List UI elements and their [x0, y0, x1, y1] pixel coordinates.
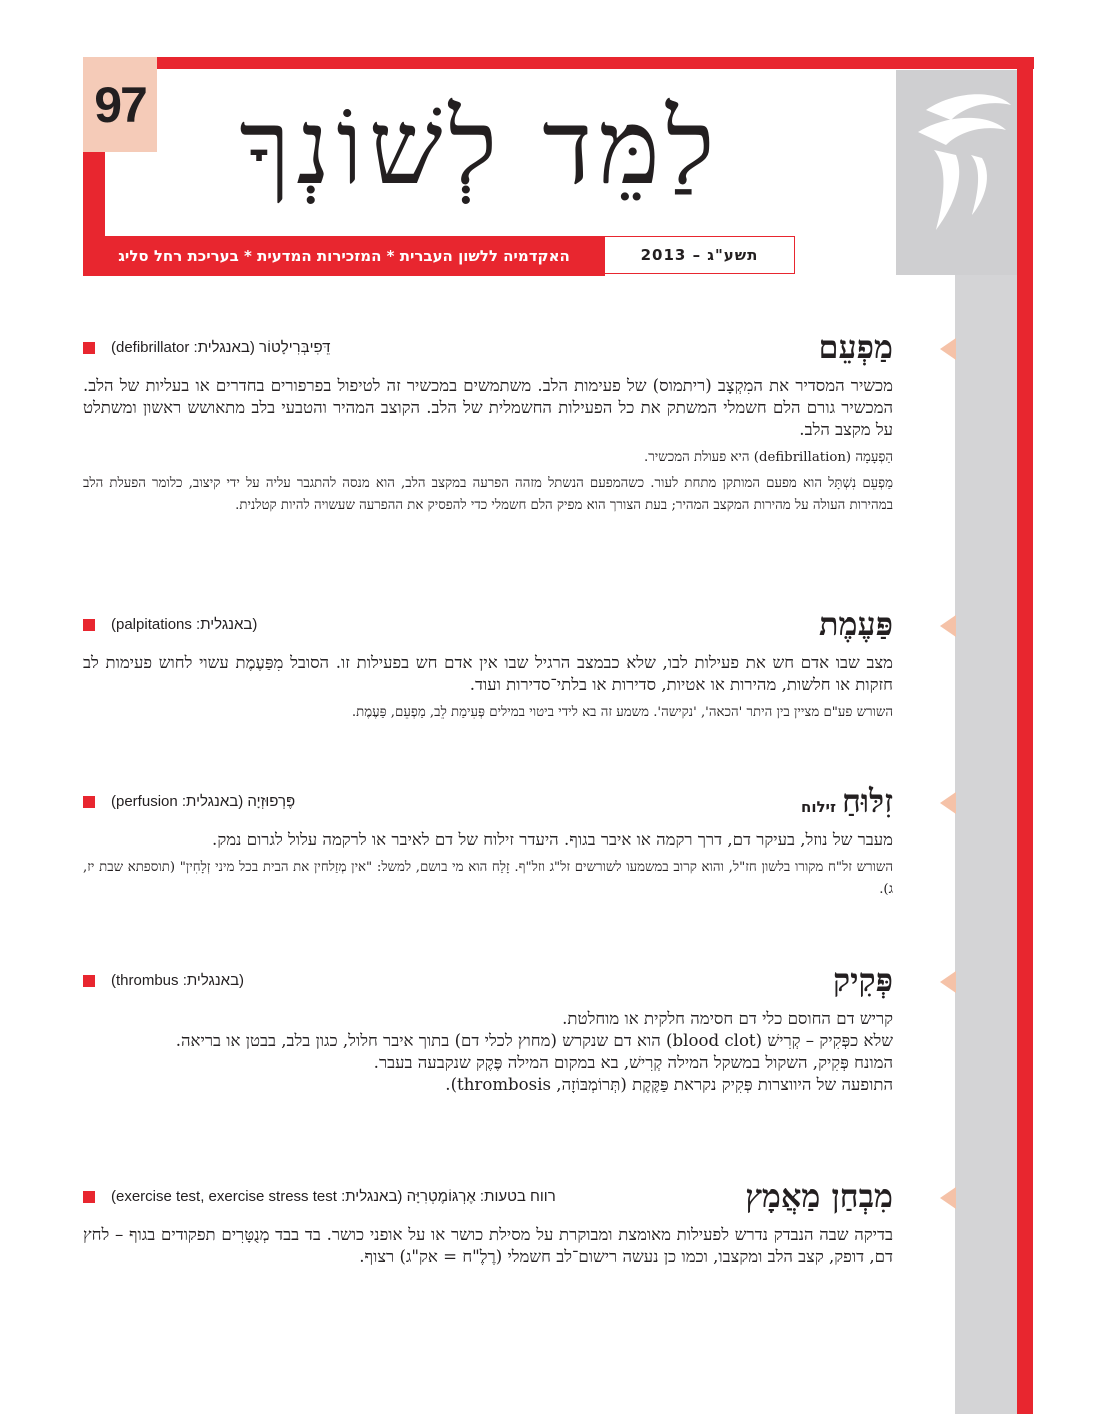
- entry-definition: מעבר של נוזל, בעיקר דם, דרך רקמה או איבר בגוף. היעדר זילוח של דם לאיבר או לרקמה עלול לגרום נמק.: [212, 830, 893, 849]
- entry-english: רווח בטעות: אֶרְגּוֹמֶטְרִיָּה (באנגלית: exercise test, exercise stress test): [111, 1188, 556, 1205]
- entry-term: פְּקִיק: [832, 961, 893, 999]
- entry-english: (באנגלית: thrombus): [111, 972, 245, 989]
- entry-definition: קריש דם החוסם כלי דם חסימה חלקית או מוחלטת.: [562, 1009, 893, 1028]
- entry-marker-arrow: [940, 615, 956, 637]
- publisher-line: האקדמיה ללשון העברית * המזכירות המדעית * בעריכת רחל סליג: [83, 236, 605, 276]
- entry-extra-line: המונח פְּקִיק, השקול במשקל המילה קְרִישׁ, בא במקום המילה פֶּקֶק שנקבעה בעבר.: [373, 1053, 893, 1072]
- entry-extra-line: שלא כפְּקִיק – קְרִישׁ (blood clot) הוא דם שנקרש (מחוץ לכלי דם) בתוך איבר חלול, כגון בלב, בבטן או בריאה.: [175, 1031, 893, 1050]
- entry-exercise-test: [83, 1174, 893, 1268]
- academy-logo-icon: [896, 70, 1017, 275]
- page-title: לַמֵּד לְשׁוֹנְךָ: [239, 86, 721, 208]
- entry-term: פַּעֶמֶת: [819, 605, 893, 643]
- issue-number: 97: [83, 57, 157, 152]
- entry-english: דֵּפִיבְּרִילָטוֹר (באנגלית: defibrillator): [111, 339, 331, 356]
- entry-marker-arrow: [940, 1187, 956, 1209]
- entry-extra-line: התופעה של היווצרות פְּקִיק נקראת פַּקֶּקֶת (תְּרוֹמְבּוֹזָה, thrombosis).: [445, 1075, 893, 1094]
- entry-marker-arrow: [940, 971, 956, 993]
- header-top-bar: [100, 57, 1034, 69]
- entry-definition: בדיקה שבה הנבדק נדרש לפעילות מאומצת ומבוקרת על מסילת כושר או על אופני כושר. בד בבד מְנֻטָּרִים תפקודים בגוף – לחץ דם, דופק, קצב הלב ומקצבו, וכמו כן נעשה רישום־לב חשמלי (רֶלֶ"ח = אק"ג) רצוף.: [83, 1225, 893, 1266]
- right-edge-bar: [1017, 57, 1033, 1414]
- entry-marker-arrow: [940, 792, 956, 814]
- entry-note: השורש זל"ח מקורו בלשון חז"ל, והוא קרוב במשמעו לשורשים זל"ג וזל"ף. זָלַח הוא מי בושם, למשל: "אין מְזַלחין את הבית בכל מיני זְלָחִין" (תוספתא שבת יז, ג).: [83, 860, 893, 897]
- right-grey-bar: [955, 275, 1017, 1414]
- academy-logo: [896, 70, 1017, 275]
- entry-zilluach: [83, 779, 893, 901]
- entry-definition: מכשיר המסדיר את המִקְצָב (ריתמוס) של פעימות הלב. משתמשים במכשיר זה לטיפול בפרפורים בחדרים או בעליות של הלב. המכשיר גורם הלם חשמלי המשתק את כל הפעילות החשמלית של הלב. הקוצב המהיר והטבעי בלב מתאושש ראשון ומשתלט על מקצב הלב.: [83, 376, 893, 439]
- red-bullet-icon: [83, 619, 95, 631]
- entry-definition: מצב שבו אדם חש את פעילות לבו, שלא כבמצב הרגיל שבו אין אדם חש בפעילות זו. הסובל מִפַּעֶמֶת עשוי לחוש פעימות לב חזקות או חלשות, מהירות או אטיות, סדירות או בלתי־סדירות ועוד.: [83, 653, 893, 694]
- red-bullet-icon: [83, 975, 95, 987]
- entry-pakik: [83, 958, 893, 1096]
- entry-term: מִבְחַן מַאֲמָץ: [745, 1177, 893, 1215]
- entry-marker-arrow: [940, 338, 956, 360]
- entry-paemet: [83, 602, 893, 724]
- entry-note: השורש פע"ם מציין בין היתר 'הכאה', 'נקישה'. משמע זה בא לידי ביטוי במילים פְּעִימַת לֵב, מַפְעֵם, פַּעֶמֶת.: [351, 705, 893, 720]
- entry-term: מַפְעֵם: [818, 328, 893, 366]
- red-bullet-icon: [83, 342, 95, 354]
- entry-note: הַפְעָמָה (defibrillation) היא פעולת המכשיר.: [644, 450, 893, 465]
- red-bullet-icon: [83, 796, 95, 808]
- entry-note: מַפְעֵם נִשְׁתָּל הוא מפעם המותקן מתחת לעור. כשהמפעם הנשתל מזהה הפרעה במקצב הלב, הוא מנסה להתגבר עליה על ידי קיצוב, כלומר הפעלת הלב במהירות העולה על מהירות המקצב המהיר; בעת הצורך הוא מפיק הלם חשמלי כדי להפסיק את ההפרעה שעשויה להיות קטלנית.: [83, 476, 893, 513]
- entry-term: [801, 779, 893, 829]
- entry-term-alt: זילוח: [801, 798, 836, 816]
- entry-term-text: זִלּוּחַ: [841, 782, 893, 820]
- red-bullet-icon: [83, 1191, 95, 1203]
- year-label: תשע"ג – 2013: [605, 236, 795, 274]
- entry-english: (באנגלית: palpitations): [111, 616, 258, 633]
- entry-mafem: [83, 325, 893, 517]
- entry-english: פֶּרְפוּזְיָה (באנגלית: perfusion): [111, 793, 296, 810]
